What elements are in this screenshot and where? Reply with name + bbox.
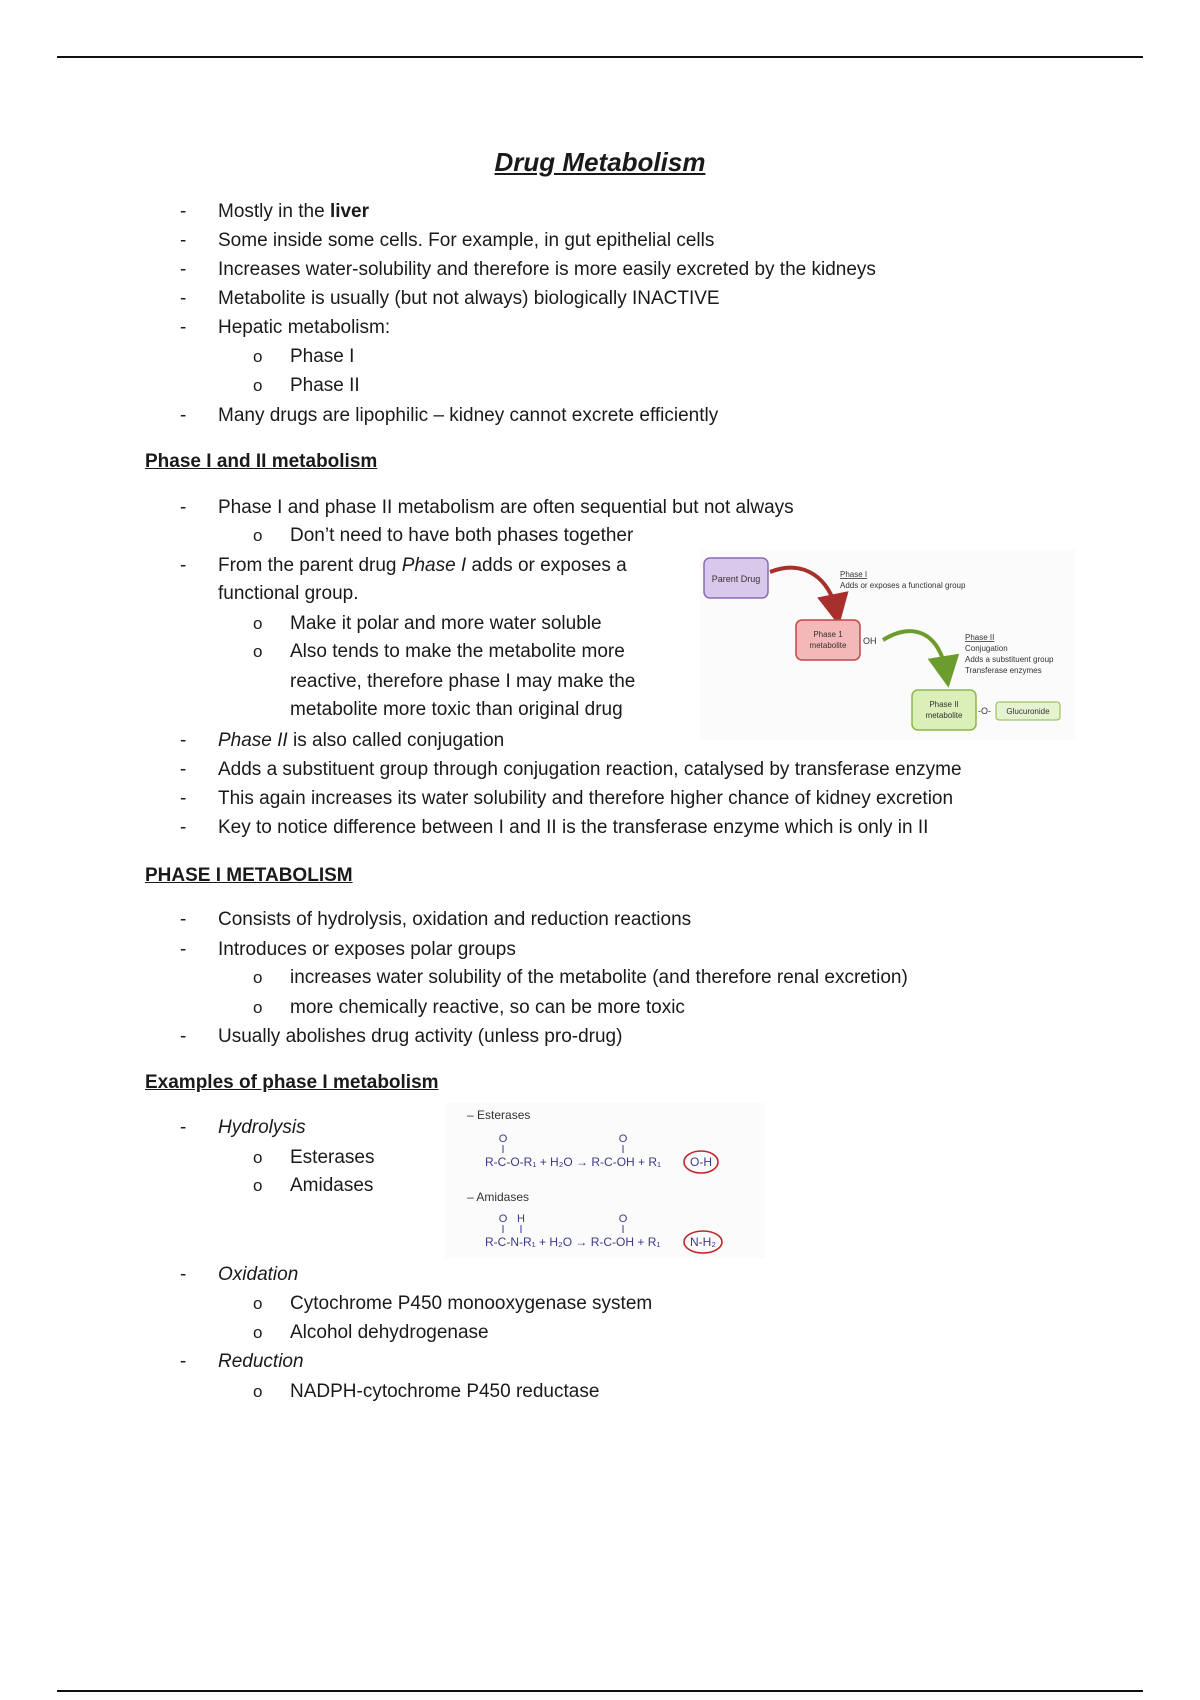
phase-diagram: [700, 550, 1075, 740]
parent-drug-label: Parent Drug: [711, 574, 761, 584]
phase-one-metabolite-line1: Phase 1: [813, 630, 843, 639]
phase-two-line3: Transferase enzymes: [965, 666, 1042, 675]
amide-hydrogen: H: [517, 1213, 525, 1225]
amide-equation: R-C-N-R₁ + H₂O → R-C-OH + R₁: [485, 1235, 661, 1249]
oh-group: OH: [863, 636, 877, 646]
section-heading: Examples of phase I metabolism: [145, 1072, 439, 1093]
hydrolysis-reactions: [445, 1103, 765, 1258]
amide-circled-group: N-H₂: [690, 1235, 716, 1249]
phase-two-metabolite-line1: Phase II: [929, 700, 959, 709]
phase-one-metabolite-line2: metabolite: [809, 641, 847, 650]
amidases-label: – Amidases: [467, 1190, 530, 1204]
amide-oxygen-1: O: [498, 1213, 508, 1225]
top-rule: [57, 56, 1143, 58]
phase-one-metabolite-box: [796, 620, 860, 660]
amide-oxygen-2: O: [618, 1213, 628, 1225]
o-link: -O-: [978, 706, 991, 716]
ester-equation: R-C-O-R₁ + H₂O → R-C-OH + R₁: [485, 1155, 662, 1169]
ester-oxygen-1: O: [498, 1133, 508, 1145]
dash-marker: -: [180, 201, 187, 222]
page-title: Drug Metabolism: [494, 147, 706, 177]
section-heading: Phase I and II metabolism: [145, 451, 378, 472]
phase-one-desc: Adds or exposes a functional group: [840, 581, 966, 590]
bottom-rule: [57, 1690, 1143, 1692]
phase-two-metabolite-box: [912, 690, 976, 730]
phase-two-line1: Conjugation: [965, 644, 1008, 653]
ester-circled-group: O-H: [690, 1155, 712, 1169]
esterases-label: – Esterases: [467, 1108, 531, 1122]
phase-two-title: Phase II: [965, 633, 995, 642]
phase-one-title: Phase I: [840, 570, 868, 579]
glucuronide-label: Glucuronide: [1006, 707, 1050, 716]
section-heading: PHASE I METABOLISM: [145, 865, 353, 886]
ester-oxygen-2: O: [618, 1133, 628, 1145]
phase-two-metabolite-line2: metabolite: [925, 711, 963, 720]
phase-two-line2: Adds a substituent group: [965, 655, 1054, 664]
